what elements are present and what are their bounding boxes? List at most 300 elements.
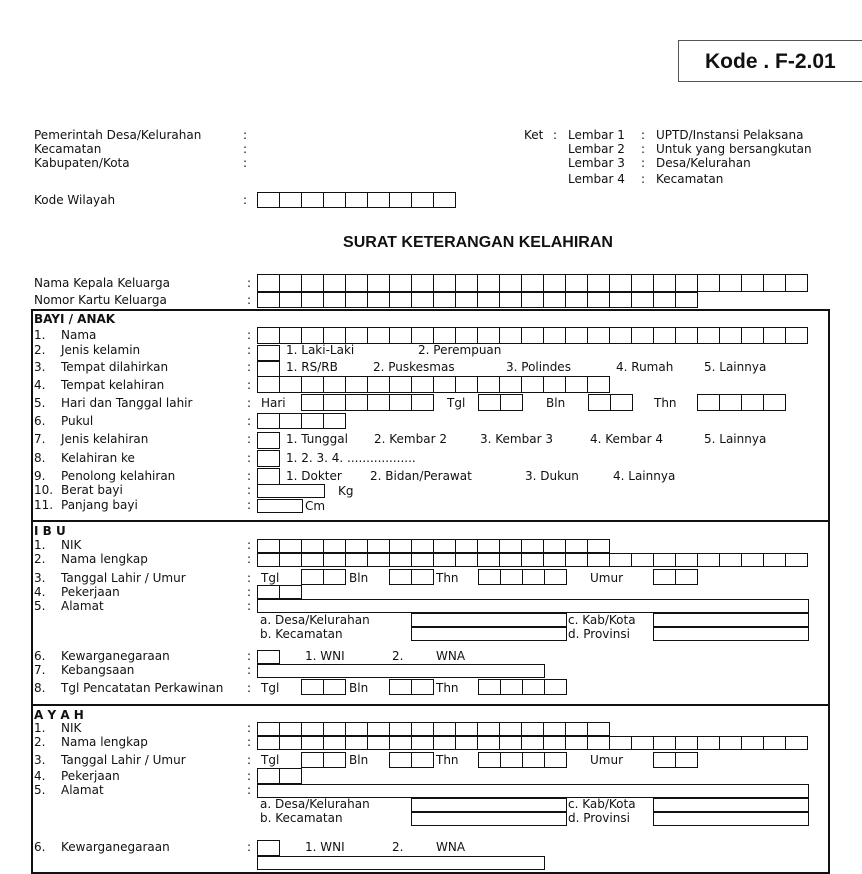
pukul-cell[interactable] — [257, 413, 280, 429]
tempat-kelahiran-cell[interactable] — [367, 376, 390, 393]
nomor-kk-cell[interactable] — [389, 292, 412, 308]
nama-ibu-cell[interactable] — [411, 553, 434, 567]
nik-ayah-cell[interactable] — [323, 722, 346, 736]
nama-bayi-cell[interactable] — [609, 327, 632, 344]
tgl-cell[interactable] — [500, 394, 523, 411]
bayi-row-label: Jenis kelamin — [61, 343, 141, 357]
nik-ibu-cell[interactable] — [477, 539, 500, 553]
ayah-pekerjaan-cell[interactable] — [257, 768, 280, 784]
tempat-kelahiran-cell[interactable] — [323, 376, 346, 393]
nik-ayah-cell[interactable] — [433, 722, 456, 736]
nik-ayah-cell[interactable] — [455, 722, 478, 736]
nama-kk-cell[interactable] — [697, 274, 720, 292]
nama-kk-cell[interactable] — [279, 274, 302, 292]
nama-kk-cell[interactable] — [631, 274, 654, 292]
nama-ayah-cell[interactable] — [631, 736, 654, 750]
nik-ayah-cell[interactable] — [521, 722, 544, 736]
nomor-kk-cell[interactable] — [367, 292, 390, 308]
ayah-addr-d: d. Provinsi — [568, 811, 630, 825]
nama-ibu-cell[interactable] — [741, 553, 764, 567]
nama-ayah-cell[interactable] — [301, 736, 324, 750]
pukul-cell[interactable] — [323, 413, 346, 429]
nomor-kk-cell[interactable] — [587, 292, 610, 308]
label-kabupaten: Kabupaten/Kota — [34, 156, 130, 170]
panjang-bayi-cell[interactable] — [257, 499, 303, 513]
lembar-3-value: Desa/Kelurahan — [656, 156, 751, 170]
nik-ayah-cell[interactable] — [301, 722, 324, 736]
nik-ayah-cell[interactable] — [477, 722, 500, 736]
nomor-kk-cell[interactable] — [433, 292, 456, 308]
bln-cell[interactable] — [588, 394, 611, 411]
nomor-kk-cell[interactable] — [301, 292, 324, 308]
ibu-thn-cell[interactable] — [478, 569, 501, 585]
ibu-addr-a: a. Desa/Kelurahan — [260, 613, 370, 627]
tempat-kelahiran-cell[interactable] — [279, 376, 302, 393]
nama-kk-cell[interactable] — [499, 274, 522, 292]
nama-bayi-cell[interactable] — [389, 327, 412, 344]
ibu-pekerjaan-cell[interactable] — [279, 585, 302, 599]
nama-ayah-cell[interactable] — [741, 736, 764, 750]
ayah-bln-cell[interactable] — [389, 752, 412, 768]
nama-ibu-cell[interactable] — [455, 553, 478, 567]
nama-kk-cell[interactable] — [367, 274, 390, 292]
tempat-kelahiran-cell[interactable] — [257, 376, 280, 393]
nik-ayah-cell[interactable] — [389, 722, 412, 736]
kode-wilayah-cell[interactable] — [323, 192, 346, 208]
kode-wilayah-cell[interactable] — [367, 192, 390, 208]
nama-bayi-cell[interactable] — [631, 327, 654, 344]
nama-bayi-cell[interactable] — [323, 327, 346, 344]
ibu-desa-cell[interactable] — [411, 613, 567, 627]
ayah-umur-cell[interactable] — [653, 752, 676, 768]
bln-cell[interactable] — [610, 394, 633, 411]
nik-ibu-cell[interactable] — [345, 539, 368, 553]
hari-cell[interactable] — [411, 394, 434, 411]
nama-ibu-cell[interactable] — [719, 553, 742, 567]
nama-kk-cell[interactable] — [587, 274, 610, 292]
nama-bayi-cell[interactable] — [257, 327, 280, 344]
nik-ayah-cell[interactable] — [411, 722, 434, 736]
ayah-addr-a: a. Desa/Kelurahan — [260, 797, 370, 811]
nik-ibu-cell[interactable] — [455, 539, 478, 553]
nama-kk-cell[interactable] — [653, 274, 676, 292]
nama-bayi-cell[interactable] — [653, 327, 676, 344]
nik-ibu-cell[interactable] — [433, 539, 456, 553]
kelahiran-ke-cell[interactable] — [257, 450, 280, 467]
thn-cell[interactable] — [763, 394, 786, 411]
bayi-row-number: 9. — [34, 469, 46, 483]
ayah-tgl-cell[interactable] — [323, 752, 346, 768]
nik-ibu-cell[interactable] — [499, 539, 522, 553]
nama-ibu-cell[interactable] — [323, 553, 346, 567]
nama-ayah-cell[interactable] — [609, 736, 632, 750]
nama-bayi-cell[interactable] — [345, 327, 368, 344]
ayah-wn-1: 1. WNI — [305, 840, 345, 854]
tempat-kelahiran-cell[interactable] — [499, 376, 522, 393]
tempat-option-2: 2. Puskesmas — [373, 360, 455, 374]
nik-ayah-cell[interactable] — [345, 722, 368, 736]
thn-cell[interactable] — [719, 394, 742, 411]
tempat-kelahiran-cell[interactable] — [477, 376, 500, 393]
ibu-row-label: Kebangsaan — [61, 663, 135, 677]
label-lembar-1: Lembar 1 — [568, 128, 625, 142]
nama-ibu-cell[interactable] — [543, 553, 566, 567]
nama-ayah-cell[interactable] — [587, 736, 610, 750]
nama-ayah-cell[interactable] — [433, 736, 456, 750]
bayi-row-number: 2. — [34, 343, 46, 357]
hari-cell[interactable] — [367, 394, 390, 411]
ayah-kabkota-cell[interactable] — [653, 798, 809, 812]
nama-ibu-cell[interactable] — [763, 553, 786, 567]
kode-wilayah-cell[interactable] — [279, 192, 302, 208]
nama-kk-cell[interactable] — [323, 274, 346, 292]
ibu-wn-2: 2. — [392, 649, 404, 663]
nama-ayah-cell[interactable] — [653, 736, 676, 750]
ayah-thn-cell[interactable] — [500, 752, 523, 768]
nama-ayah-cell[interactable] — [389, 736, 412, 750]
tempat-kelahiran-cell[interactable] — [587, 376, 610, 393]
ibu-row-number: 1. — [34, 538, 46, 552]
nama-kk-cell[interactable] — [785, 274, 808, 292]
ibu-thn-cell[interactable] — [544, 569, 567, 585]
nama-ibu-cell[interactable] — [697, 553, 720, 567]
ibu-tgl-cell[interactable] — [301, 569, 324, 585]
ayah-thn-cell[interactable] — [544, 752, 567, 768]
nama-ibu-cell[interactable] — [675, 553, 698, 567]
nik-ibu-cell[interactable] — [367, 539, 390, 553]
ibu-thn-cell[interactable] — [500, 569, 523, 585]
nik-ibu-cell[interactable] — [411, 539, 434, 553]
nama-ibu-cell[interactable] — [279, 553, 302, 567]
nama-ayah-cell[interactable] — [521, 736, 544, 750]
nama-bayi-cell[interactable] — [499, 327, 522, 344]
penolong-option-4: 4. Lainnya — [613, 469, 676, 483]
nama-ayah-cell[interactable] — [477, 736, 500, 750]
hari-cell[interactable] — [323, 394, 346, 411]
ayah-thn-cell[interactable] — [478, 752, 501, 768]
ibu-row-number: 8. — [34, 681, 46, 695]
nomor-kk-cell[interactable] — [631, 292, 654, 308]
ibu-kawin-tgl-cell[interactable] — [301, 679, 324, 695]
nama-bayi-cell[interactable] — [455, 327, 478, 344]
lembar-4-value: Kecamatan — [656, 172, 724, 186]
tempat-kelahiran-cell[interactable] — [433, 376, 456, 393]
nama-ayah-cell[interactable] — [279, 736, 302, 750]
nomor-kk-cell[interactable] — [609, 292, 632, 308]
nama-ayah-cell[interactable] — [697, 736, 720, 750]
penolong-cell[interactable] — [257, 468, 280, 485]
nama-ibu-cell[interactable] — [367, 553, 390, 567]
nomor-kk-cell[interactable] — [477, 292, 500, 308]
nomor-kk-cell[interactable] — [521, 292, 544, 308]
tempat-kelahiran-cell[interactable] — [301, 376, 324, 393]
tempat-kelahiran-cell[interactable] — [389, 376, 412, 393]
nama-kk-cell[interactable] — [411, 274, 434, 292]
colon: : — [247, 840, 252, 854]
ayah-umur-label: Umur — [590, 753, 624, 767]
ibu-tgl-cell[interactable] — [323, 569, 346, 585]
ayah-desa-cell[interactable] — [411, 798, 567, 812]
jenis-kelahiran-cell[interactable] — [257, 432, 280, 449]
colon: : — [247, 769, 252, 783]
nik-ibu-cell[interactable] — [257, 539, 280, 553]
pukul-cell[interactable] — [279, 413, 302, 429]
ibu-umur-cell[interactable] — [653, 569, 676, 585]
tempat-kelahiran-cell[interactable] — [411, 376, 434, 393]
colon: : — [247, 585, 252, 599]
nama-ibu-cell[interactable] — [785, 553, 808, 567]
thn-cell[interactable] — [741, 394, 764, 411]
ayah-row-number: 6. — [34, 840, 46, 854]
ayah-row-label: Kewarganegaraan — [61, 840, 170, 854]
nama-bayi-cell[interactable] — [543, 327, 566, 344]
nik-ibu-cell[interactable] — [389, 539, 412, 553]
ibu-bln-cell[interactable] — [411, 569, 434, 585]
nama-ayah-cell[interactable] — [411, 736, 434, 750]
nomor-kk-cell[interactable] — [499, 292, 522, 308]
colon: : — [641, 128, 646, 142]
tempat-kelahiran-cell[interactable] — [521, 376, 544, 393]
kode-wilayah-cell[interactable] — [411, 192, 434, 208]
nama-kk-cell[interactable] — [257, 274, 280, 292]
nama-ayah-cell[interactable] — [499, 736, 522, 750]
tempat-kelahiran-cell[interactable] — [543, 376, 566, 393]
nama-ayah-cell[interactable] — [455, 736, 478, 750]
nik-ayah-cell[interactable] — [279, 722, 302, 736]
colon: : — [247, 360, 252, 374]
nama-bayi-cell[interactable] — [411, 327, 434, 344]
nama-bayi-cell[interactable] — [565, 327, 588, 344]
ibu-kawin-thn-cell[interactable] — [478, 679, 501, 695]
ibu-row-number: 7. — [34, 663, 46, 677]
bayi-row-number: 5. — [34, 396, 46, 410]
nik-ayah-cell[interactable] — [499, 722, 522, 736]
ayah-kebangsaan-cell[interactable] — [257, 856, 545, 870]
ayah-bln-cell[interactable] — [411, 752, 434, 768]
nama-ayah-cell[interactable] — [785, 736, 808, 750]
bayi-row-label: Hari dan Tanggal lahir — [61, 396, 193, 410]
form-title: SURAT KETERANGAN KELAHIRAN — [343, 234, 613, 251]
colon: : — [247, 599, 252, 613]
section-bayi-heading: BAYI / ANAK — [34, 312, 116, 326]
nama-bayi-cell[interactable] — [697, 327, 720, 344]
nama-bayi-cell[interactable] — [675, 327, 698, 344]
nama-ibu-cell[interactable] — [499, 553, 522, 567]
nama-kk-cell[interactable] — [301, 274, 324, 292]
nama-kk-cell[interactable] — [477, 274, 500, 292]
nama-bayi-cell[interactable] — [433, 327, 456, 344]
kode-wilayah-cell[interactable] — [345, 192, 368, 208]
nama-ibu-cell[interactable] — [521, 553, 544, 567]
kode-wilayah-cell[interactable] — [433, 192, 456, 208]
tempat-kelahiran-cell[interactable] — [565, 376, 588, 393]
tempat-option-5: 5. Lainnya — [704, 360, 767, 374]
ibu-thn-cell[interactable] — [522, 569, 545, 585]
thn-cell[interactable] — [697, 394, 720, 411]
nama-bayi-cell[interactable] — [521, 327, 544, 344]
jenis-kelamin-cell[interactable] — [257, 345, 280, 361]
colon: : — [243, 142, 248, 156]
nama-ibu-cell[interactable] — [389, 553, 412, 567]
nama-bayi-cell[interactable] — [367, 327, 390, 344]
nama-kk-cell[interactable] — [433, 274, 456, 292]
colon: : — [247, 343, 252, 357]
colon: : — [243, 128, 248, 142]
nama-ibu-cell[interactable] — [477, 553, 500, 567]
nik-ibu-cell[interactable] — [279, 539, 302, 553]
ibu-row-number: 4. — [34, 585, 46, 599]
nomor-kk-cell[interactable] — [543, 292, 566, 308]
ibu-umur-cell[interactable] — [675, 569, 698, 585]
nik-ibu-cell[interactable] — [323, 539, 346, 553]
pukul-cell[interactable] — [301, 413, 324, 429]
nama-ibu-cell[interactable] — [631, 553, 654, 567]
nama-ibu-cell[interactable] — [301, 553, 324, 567]
nomor-kk-cell[interactable] — [455, 292, 478, 308]
ibu-provinsi-cell[interactable] — [653, 627, 809, 641]
nama-kk-cell[interactable] — [741, 274, 764, 292]
nama-ibu-cell[interactable] — [433, 553, 456, 567]
ibu-alamat-cell[interactable] — [257, 599, 809, 613]
nik-ibu-cell[interactable] — [521, 539, 544, 553]
ibu-kebangsaan-cell[interactable] — [257, 664, 545, 678]
kode-wilayah-cell[interactable] — [257, 192, 280, 208]
nama-bayi-cell[interactable] — [785, 327, 808, 344]
nama-kk-cell[interactable] — [521, 274, 544, 292]
berat-bayi-cell[interactable] — [257, 484, 325, 498]
ibu-kawin-bln-cell[interactable] — [411, 679, 434, 695]
nama-ayah-cell[interactable] — [367, 736, 390, 750]
nama-bayi-cell[interactable] — [741, 327, 764, 344]
nama-ayah-cell[interactable] — [763, 736, 786, 750]
hari-cell[interactable] — [389, 394, 412, 411]
nama-bayi-cell[interactable] — [301, 327, 324, 344]
ibu-kawin-tgl-label: Tgl — [261, 681, 280, 695]
nama-kk-cell[interactable] — [543, 274, 566, 292]
nik-ibu-cell[interactable] — [301, 539, 324, 553]
nomor-kk-cell[interactable] — [565, 292, 588, 308]
colon: : — [553, 128, 558, 142]
nama-ibu-cell[interactable] — [587, 553, 610, 567]
colon: : — [247, 469, 252, 483]
nik-ayah-cell[interactable] — [257, 722, 280, 736]
nama-bayi-cell[interactable] — [279, 327, 302, 344]
nama-kk-cell[interactable] — [345, 274, 368, 292]
ayah-tgl-cell[interactable] — [301, 752, 324, 768]
tempat-kelahiran-cell[interactable] — [455, 376, 478, 393]
nik-ayah-cell[interactable] — [543, 722, 566, 736]
kode-wilayah-cell[interactable] — [389, 192, 412, 208]
ibu-kawin-thn-label: Thn — [436, 681, 459, 695]
nama-ayah-cell[interactable] — [257, 736, 280, 750]
nama-ibu-cell[interactable] — [565, 553, 588, 567]
ayah-thn-label: Thn — [436, 753, 459, 767]
nomor-kk-cell[interactable] — [257, 292, 280, 308]
nama-bayi-cell[interactable] — [477, 327, 500, 344]
nomor-kk-cell[interactable] — [411, 292, 434, 308]
nama-bayi-cell[interactable] — [587, 327, 610, 344]
ibu-kewarganegaraan-cell[interactable] — [257, 650, 280, 664]
nama-ibu-cell[interactable] — [345, 553, 368, 567]
ibu-kawin-bln-cell[interactable] — [389, 679, 412, 695]
nama-kk-cell[interactable] — [389, 274, 412, 292]
hari-cell[interactable] — [301, 394, 324, 411]
nama-ayah-cell[interactable] — [323, 736, 346, 750]
nomor-kk-cell[interactable] — [653, 292, 676, 308]
ibu-kawin-tgl-cell[interactable] — [323, 679, 346, 695]
nama-bayi-cell[interactable] — [763, 327, 786, 344]
nama-kk-cell[interactable] — [565, 274, 588, 292]
ibu-row-label: NIK — [61, 538, 82, 552]
nama-ibu-cell[interactable] — [609, 553, 632, 567]
nama-kk-cell[interactable] — [609, 274, 632, 292]
nama-bayi-cell[interactable] — [719, 327, 742, 344]
ibu-kecamatan-cell[interactable] — [411, 627, 567, 641]
ayah-tgl-label: Tgl — [261, 753, 280, 767]
nama-kk-cell[interactable] — [763, 274, 786, 292]
ibu-row-label: Pekerjaan — [61, 585, 120, 599]
nama-ibu-cell[interactable] — [653, 553, 676, 567]
nama-kk-cell[interactable] — [675, 274, 698, 292]
tempat-kelahiran-cell[interactable] — [345, 376, 368, 393]
bayi-row-number: 7. — [34, 432, 46, 446]
ibu-kawin-thn-cell[interactable] — [522, 679, 545, 695]
nomor-kk-cell[interactable] — [675, 292, 698, 308]
tempat-option-1: 1. RS/RB — [286, 360, 338, 374]
bayi-row-number: 4. — [34, 378, 46, 392]
nik-ibu-cell[interactable] — [565, 539, 588, 553]
ibu-addr-d: d. Provinsi — [568, 627, 630, 641]
ayah-pekerjaan-cell[interactable] — [279, 768, 302, 784]
kode-wilayah-cell[interactable] — [301, 192, 324, 208]
nik-ibu-cell[interactable] — [587, 539, 610, 553]
ibu-kawin-thn-cell[interactable] — [544, 679, 567, 695]
nomor-kk-cell[interactable] — [345, 292, 368, 308]
nama-ayah-cell[interactable] — [543, 736, 566, 750]
nama-ayah-cell[interactable] — [675, 736, 698, 750]
ibu-pekerjaan-cell[interactable] — [257, 585, 280, 599]
ibu-bln-cell[interactable] — [389, 569, 412, 585]
ayah-kewarganegaraan-cell[interactable] — [257, 840, 280, 856]
ayah-umur-cell[interactable] — [675, 752, 698, 768]
nik-ayah-cell[interactable] — [587, 722, 610, 736]
nama-ibu-cell[interactable] — [257, 553, 280, 567]
hari-cell[interactable] — [345, 394, 368, 411]
nik-ibu-cell[interactable] — [543, 539, 566, 553]
ayah-alamat-cell[interactable] — [257, 784, 809, 798]
ibu-tgl-label: Tgl — [261, 571, 280, 585]
colon: : — [243, 156, 248, 170]
nik-ayah-cell[interactable] — [565, 722, 588, 736]
nama-ayah-cell[interactable] — [345, 736, 368, 750]
ayah-provinsi-cell[interactable] — [653, 812, 809, 826]
tgl-cell[interactable] — [478, 394, 501, 411]
ibu-kawin-thn-cell[interactable] — [500, 679, 523, 695]
ayah-row-label: Pekerjaan — [61, 769, 120, 783]
nama-kk-cell[interactable] — [455, 274, 478, 292]
penolong-option-3: 3. Dukun — [525, 469, 579, 483]
nama-kk-cell[interactable] — [719, 274, 742, 292]
ayah-thn-cell[interactable] — [522, 752, 545, 768]
nomor-kk-cell[interactable] — [279, 292, 302, 308]
nama-ayah-cell[interactable] — [719, 736, 742, 750]
nik-ayah-cell[interactable] — [367, 722, 390, 736]
bayi-row-label: Berat bayi — [61, 483, 123, 497]
ibu-kabkota-cell[interactable] — [653, 613, 809, 627]
nama-ayah-cell[interactable] — [565, 736, 588, 750]
nomor-kk-cell[interactable] — [323, 292, 346, 308]
ayah-kecamatan-cell[interactable] — [411, 812, 567, 826]
